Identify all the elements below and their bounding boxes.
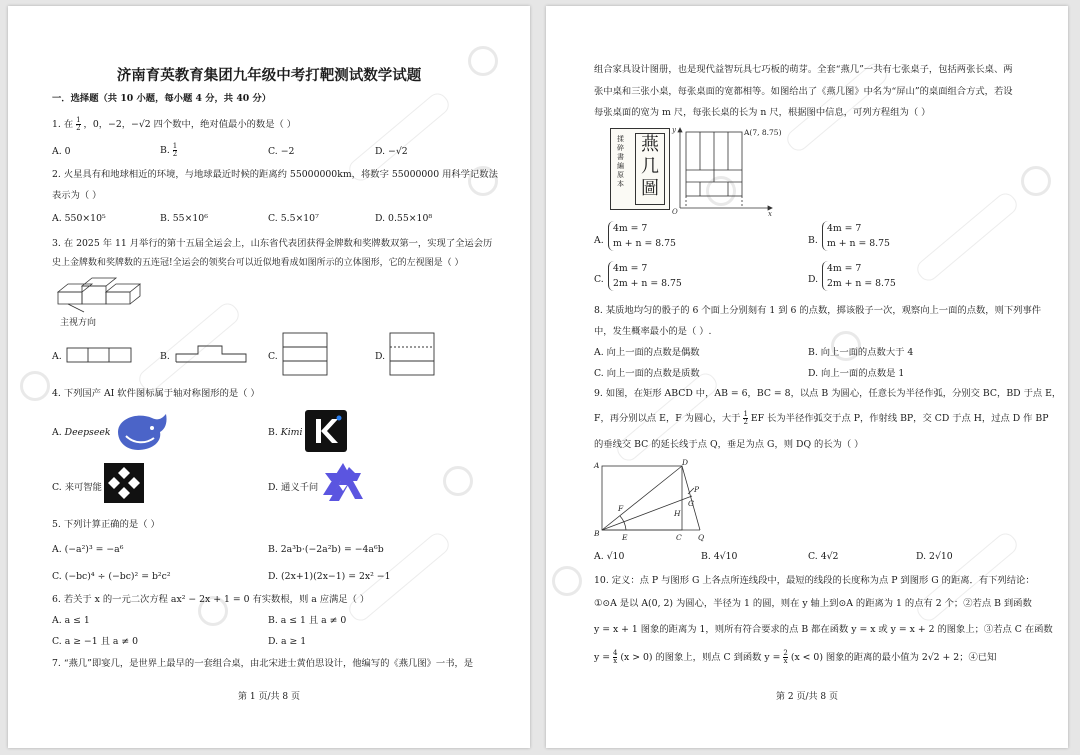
svg-text:E: E — [622, 533, 628, 542]
q5-option-c: C. (−bc)⁴ ÷ (−bc)² = b²c² — [52, 571, 171, 582]
q8-option-a: A. 向上一面的点数是偶数 — [594, 347, 700, 358]
q7-option-c: C. — [594, 274, 604, 285]
q3-option-d-figure — [389, 331, 437, 377]
q3-option-d: D. — [375, 351, 386, 362]
q1-option-d: D. −√2 — [375, 146, 408, 157]
book-side-text: 揉 碎 書 編 原 本 — [617, 135, 624, 188]
question-5: 5. 下列计算正确的是（ ） — [52, 519, 160, 530]
q3-option-a-figure — [66, 346, 134, 364]
svg-text:F: F — [618, 504, 624, 513]
q4-option-b: B. Kimi — [268, 427, 303, 438]
svg-text:x: x — [768, 210, 772, 216]
kimi-k-icon — [305, 410, 347, 452]
section-heading: 一．选择题（共 10 小题，每小题 4 分，共 40 分） — [52, 93, 272, 104]
svg-text:G: G — [688, 499, 694, 508]
q7-option-a-system: 4m = 7 m + n = 8.75 — [608, 221, 676, 251]
q3-option-c-figure — [282, 331, 330, 377]
question-7-start: 7. “燕几”即宴几，是世界上最早的一套组合桌，由北宋进士黄伯思设计，他编写的《燕几图》一书，是 — [52, 658, 474, 669]
q2-option-d: D. 0.55×10⁸ — [375, 213, 433, 224]
q8-option-c: C. 向上一面的点数是质数 — [594, 368, 700, 379]
q10-line-2: ①⊙A 是以 A(0, 2) 为圆心，半径为 1 的圆，则在 y 轴上到⊙A 的距离为 1 的点有 2 个；②若点 B 到函数 — [594, 598, 1032, 609]
question-6: 6. 若关于 x 的一元二次方程 ax² − 2x + 1 = 0 有实数根，则 a 应满足（ ） — [52, 594, 370, 605]
q7-option-d: D. — [808, 274, 819, 285]
svg-text:O: O — [672, 208, 678, 216]
q6-option-d: D. a ≥ 1 — [268, 636, 307, 647]
q9-option-a: A. √10 — [594, 551, 625, 562]
view-direction-label: 主视方向 — [60, 318, 97, 328]
svg-text:y: y — [672, 126, 676, 134]
question-3-line-1: 3. 在 2025 年 11 月举行的第十五届全运会上，山东省代表团获得金牌数和奖牌数双第一，实现了全运会历 — [52, 238, 493, 249]
q10-line-1: 10. 定义：点 P 与图形 G 上各点所连线段中，最短的线段的长度称为点 P 到图形 G 的距离．有下列结论： — [594, 575, 1035, 586]
svg-text:B: B — [594, 529, 600, 538]
q7-option-b: B. — [808, 235, 818, 246]
watermark-logo — [1021, 166, 1051, 196]
point-a-label: A(7, 8.75) — [744, 128, 782, 137]
q8-line-1: 8. 某质地均匀的骰子的 6 个面上分别刻有 1 到 6 的点数，掷该骰子一次，观察向上一面的点数，则下列事件 — [594, 305, 1042, 316]
watermark-logo — [443, 466, 473, 496]
page-footer: 第 1 页/共 8 页 — [238, 692, 300, 702]
q7-option-a: A. — [594, 235, 604, 246]
q2-option-b: B. 55×10⁶ — [160, 213, 208, 224]
q9-option-d: D. 2√10 — [916, 551, 953, 562]
q8-option-d: D. 向上一面的点数是 1 — [808, 368, 905, 379]
q10-line-4: y = $\frac{4}{x}$ (x > 0) 的图象上，则点 C 到函数 y = $\frac{2}{x}$ (x < 0) 图象的距离的最小值为 2√2 + 2；④已知 — [594, 649, 997, 665]
q6-option-a: A. a ≤ 1 — [52, 615, 90, 626]
q9-line-1: 9. 如图，在矩形 ABCD 中，AB = 6，BC = 8，以点 B 为圆心，任意长为半径作弧，分别交 BC，BD 于点 E， — [594, 388, 1062, 399]
q5-option-b: B. 2a³b·(−2a²b) = −4a⁶b — [268, 544, 384, 555]
q5-option-d: D. (2x+1)(2x−1) = 2x² −1 — [268, 571, 391, 582]
q1-option-c: C. −2 — [268, 146, 295, 157]
question-3-line-2: 史上金牌数和奖牌数的五连冠!全运会的领奖台可以近似地看成如图所示的立体图形，它的左视图是（ ） — [52, 258, 464, 268]
q6-option-c: C. a ≥ −1 且 a ≠ 0 — [52, 636, 139, 647]
q8-option-b: B. 向上一面的点数大于 4 — [808, 347, 914, 358]
svg-text:H: H — [674, 509, 681, 518]
q9-rectangle-figure — [592, 458, 712, 542]
svg-text:A: A — [594, 461, 600, 470]
exam-page-1 — [8, 6, 530, 748]
q9-option-c: C. 4√2 — [808, 551, 839, 562]
question-1: 1. 在 $\frac{1}{2}$ ，0，−2，−√2 四个数中，绝对值最小的数是（ ） — [52, 116, 297, 132]
q4-option-c: C. 来可智能 — [52, 482, 102, 493]
q7-line-3: 每张桌面的宽为 m 尺，每张长桌的长为 n 尺，根据图中信息，可列方程组为（ ） — [594, 107, 931, 118]
svg-text:C: C — [676, 533, 682, 542]
deepseek-whale-icon — [112, 410, 170, 452]
book-title: 燕几圖 — [635, 133, 665, 205]
watermark-logo — [20, 371, 50, 401]
q2-option-c: C. 5.5×10⁷ — [268, 213, 319, 224]
q7-line-2: 张中桌和三张小桌，每张桌面的宽都相等。如图给出了《燕几图》中名为“屏山”的桌面组合方式，若设 — [594, 86, 1013, 97]
q2-option-a: A. 550×10⁵ — [52, 213, 106, 224]
q9-line-3: 的垂线交 BC 的延长线于点 Q，垂足为点 G，则 DQ 的长为（ ） — [594, 439, 864, 450]
question-2-line-2: 表示为（ ） — [52, 190, 102, 201]
question-2-line-1: 2. 火星具有和地球相近的环境，与地球最近时候的距离约 55000000km，将数字 55000000 用科学记数法 — [52, 169, 498, 180]
yanji-book-cover — [610, 128, 670, 210]
q1-option-b: B. $\frac{1}{2}$ — [160, 142, 178, 158]
q7-line-1: 组合家具设计图册，也是现代益智玩具七巧板的萌芽。全套“燕几”一共有七张桌子，包括两张长桌、两 — [594, 64, 1013, 75]
exam-title: 济南育英教育集团九年级中考打靶测试数学试题 — [116, 67, 422, 84]
podium-3d-figure — [54, 274, 154, 316]
q4-option-d: D. 通义千问 — [268, 482, 319, 493]
q9-line-2: F，再分别以点 E，F 为圆心，大于 $\frac{1}{2}$ EF 长为半径作弧交于点 P，作射线 BP，交 CD 于点 H，过点 D 作 BP — [594, 410, 1049, 426]
svg-text:P: P — [694, 485, 700, 494]
q9-option-b: B. 4√10 — [701, 551, 738, 562]
laike-diamond-grid-icon — [104, 463, 144, 503]
tongyi-qianwen-icon — [319, 461, 367, 505]
q7-option-b-system: 4m = 7 m + n = 8.75 — [822, 221, 890, 251]
q5-option-a: A. (−a²)³ = −a⁶ — [52, 544, 124, 555]
watermark-logo — [552, 566, 582, 596]
svg-text:D: D — [682, 458, 689, 467]
q7-option-d-system: 4m = 7 2m + n = 8.75 — [822, 261, 896, 291]
q1-option-a: A. 0 — [52, 146, 71, 157]
exam-page-2 — [546, 6, 1068, 748]
watermark — [913, 189, 1021, 284]
q3-option-b-figure — [174, 342, 250, 364]
q3-option-a: A. — [52, 351, 62, 362]
svg-text:Q: Q — [698, 533, 705, 542]
q7-option-c-system: 4m = 7 2m + n = 8.75 — [608, 261, 682, 291]
q3-option-b: B. — [160, 351, 170, 362]
q4-option-a: A. Deepseek — [52, 427, 111, 438]
q8-line-2: 中，发生概率最小的是（ ）. — [594, 326, 712, 337]
q3-option-c: C. — [268, 351, 278, 362]
question-4: 4. 下列国产 AI 软件图标属于轴对称图形的是（ ） — [52, 388, 260, 399]
q10-line-3: y = x + 1 图象的距离为 1，则所有符合要求的点 B 都在函数 y = x 或 y = x + 2 的图象上；③若点 C 在函数 — [594, 624, 1053, 635]
q6-option-b: B. a ≤ 1 且 a ≠ 0 — [268, 615, 347, 626]
page-footer: 第 2 页/共 8 页 — [776, 692, 838, 702]
